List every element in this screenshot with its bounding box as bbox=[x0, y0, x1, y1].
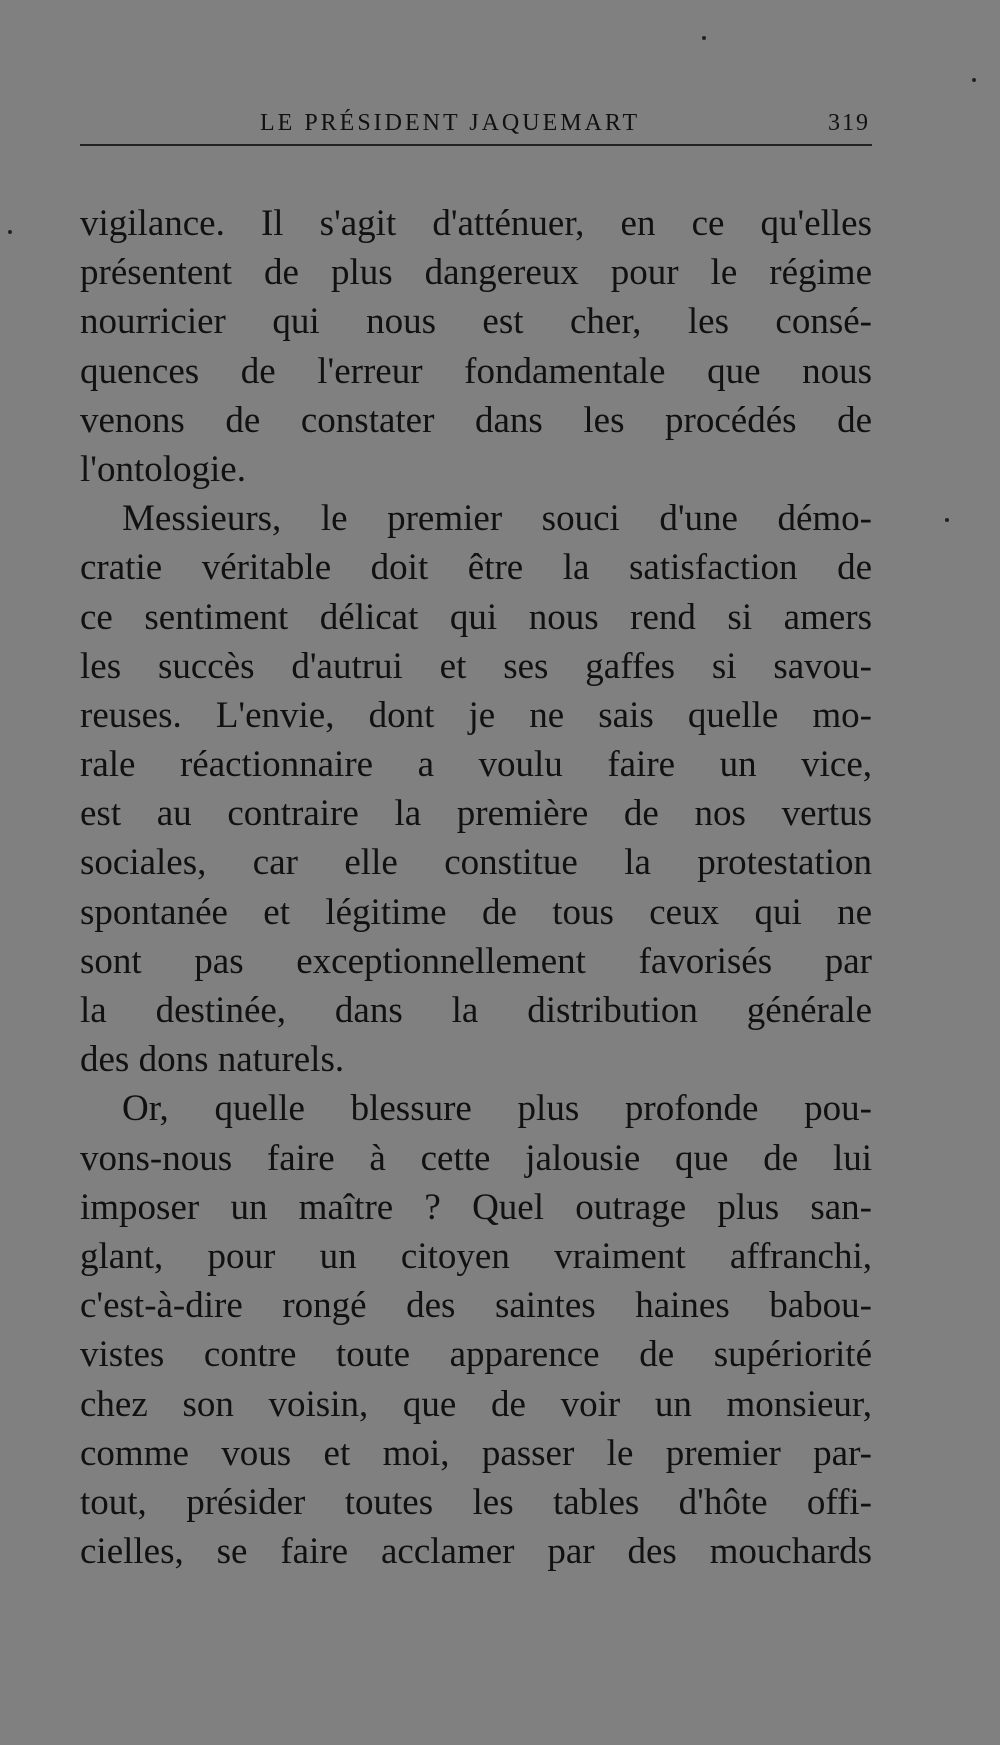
running-head-title: LE PRÉSIDENT JAQUEMART bbox=[260, 110, 641, 136]
text-line: nourricier qui nous est cher, les consé- bbox=[80, 301, 872, 343]
text-line: des dons naturels. bbox=[80, 1039, 345, 1081]
print-speck bbox=[8, 230, 12, 234]
text-line: est au contraire la première de nos vertus bbox=[80, 793, 872, 835]
text-line: imposer un maître ? Quel outrage plus san- bbox=[80, 1186, 872, 1228]
text-line: ce sentiment délicat qui nous rend si amers bbox=[80, 596, 872, 638]
text-line: Or, quelle blessure plus profonde pou- bbox=[122, 1088, 872, 1130]
text-line: reuses. L'envie, dont je ne sais quelle mo- bbox=[80, 694, 872, 736]
text-line: chez son voisin, que de voir un monsieur, bbox=[80, 1383, 872, 1425]
paragraph-2 bbox=[80, 494, 872, 1084]
text-line: vistes contre toute apparence de supériorité bbox=[80, 1334, 872, 1376]
paragraph-3 bbox=[80, 1084, 872, 1576]
print-speck bbox=[945, 518, 949, 522]
print-speck bbox=[702, 36, 706, 40]
text-line: tout, présider toutes les tables d'hôte offi- bbox=[80, 1481, 872, 1523]
text-line: c'est-à-dire rongé des saintes haines babou- bbox=[80, 1285, 872, 1327]
text-line: Messieurs, le premier souci d'une démo- bbox=[122, 498, 872, 540]
text-line: vigilance. Il s'agit d'atténuer, en ce qu'elles bbox=[80, 203, 872, 244]
running-head bbox=[80, 104, 872, 146]
body-text bbox=[80, 199, 872, 1576]
text-line: sont pas exceptionnellement favorisés par bbox=[80, 940, 872, 982]
text-line: quences de l'erreur fondamentale que nous bbox=[80, 350, 872, 392]
text-line: comme vous et moi, passer le premier par- bbox=[80, 1432, 872, 1474]
text-line: présentent de plus dangereux pour le régime bbox=[80, 252, 872, 294]
text-line: rale réactionnaire a voulu faire un vice, bbox=[80, 744, 872, 786]
text-line: spontanée et légitime de tous ceux qui ne bbox=[80, 891, 872, 933]
text-line: cielles, se faire acclamer par des mouchards bbox=[80, 1531, 872, 1573]
text-line: sociales, car elle constitue la protestation bbox=[80, 842, 872, 884]
paragraph-1 bbox=[80, 199, 872, 494]
print-speck bbox=[972, 78, 976, 82]
text-line: cratie véritable doit être la satisfaction de bbox=[80, 547, 872, 589]
text-line: vons-nous faire à cette jalousie que de lui bbox=[80, 1137, 872, 1179]
text-line: l'ontologie. bbox=[80, 448, 246, 490]
text-line: venons de constater dans les procédés de bbox=[80, 399, 872, 441]
text-line: glant, pour un citoyen vraiment affranchi, bbox=[80, 1235, 872, 1277]
text-line: les succès d'autrui et ses gaffes si savou- bbox=[80, 645, 872, 687]
text-line: la destinée, dans la distribution générale bbox=[80, 990, 872, 1031]
page-number: 319 bbox=[828, 110, 870, 136]
